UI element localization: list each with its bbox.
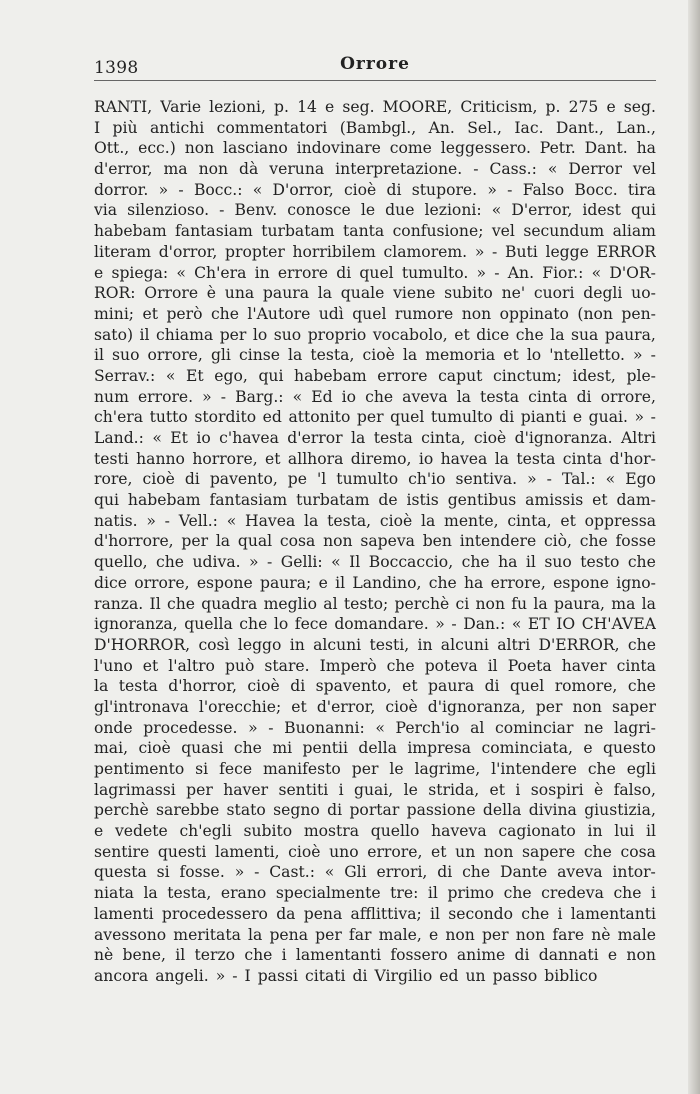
text-line: ch'era tutto stordito ed attonito per quel tumulto di pianti e guai. » - <box>94 408 656 427</box>
header-rule <box>94 80 656 81</box>
page-number: 1398 <box>94 58 139 78</box>
text-line: Land.: « Et io c'havea d'error la testa cinta, cioè d'ignoranza. Altri <box>94 429 656 447</box>
text-line: habebam fantasiam turbatam tanta confusione; vel secundum aliam <box>94 222 656 241</box>
text-line: dorror. » - Bocc.: « D'orror, cioè di stupore. » - Falso Bocc. tira <box>94 180 656 199</box>
text-line: via silenzioso. - Benv. conosce le due lezioni: « D'error, idest qui <box>94 201 656 220</box>
body-text <box>94 97 656 987</box>
text-line: ignoranza, quella che lo fece domandare. » - Dan.: « ET IO CH'AVEA <box>94 615 656 634</box>
text-line: Serrav.: « Et ego, qui habebam errore caput cinctum; idest, ple- <box>94 366 656 385</box>
text-line: perchè sarebbe stato segno di portar passione della divina giustizia, <box>94 801 656 820</box>
text-line: rore, cioè di pavento, pe 'l tumulto ch'io sentiva. » - Tal.: « Ego <box>94 470 656 489</box>
text-line: mai, cioè quasi che mi pentii della impresa cominciata, e questo <box>94 739 656 758</box>
text-line: d'horrore, per la qual cosa non sapeva ben intendere ciò, che fosse <box>94 532 656 551</box>
text-line: la testa d'horror, cioè di spavento, et paura di quel romore, che <box>94 677 656 696</box>
text-line: dice orrore, espone paura; e il Landino, che ha errore, espone igno- <box>94 573 656 592</box>
text-line: l'uno et l'altro può stare. Imperò che poteva il Poeta haver cinta <box>94 656 656 675</box>
page-header <box>94 52 656 80</box>
text-line: qui habebam fantasiam turbatam de istis gentibus amissis et dam- <box>94 491 656 510</box>
text-line: ancora angeli. » - I passi citati di Virgilio ed un passo biblico <box>94 966 598 985</box>
text-line: nè bene, il terzo che i lamentanti fossero anime di dannati e non <box>94 946 656 965</box>
text-line: ROR: Orrore è una paura la quale viene subito ne' cuori degli uo- <box>94 284 656 303</box>
text-line: e vedete ch'egli subito mostra quello haveva cagionato in lui il <box>94 822 656 841</box>
text-line: num errore. » - Barg.: « Ed io che aveva la testa cinta di orrore, <box>94 387 656 406</box>
text-line: lagrimassi per haver sentiti i guai, le strida, et i sospiri è falso, <box>94 780 656 799</box>
text-line: onde procedesse. » - Buonanni: « Perch'io al cominciar ne lagri- <box>94 718 656 737</box>
text-line: il suo orrore, gli cinse la testa, cioè la memoria et lo 'ntelletto. » - <box>94 346 656 365</box>
text-line: gl'intronava l'orecchie; et d'error, cioè d'ignoranza, per non saper <box>94 697 656 716</box>
text-line: Ott., ecc.) non lasciano indovinare come leggessero. Petr. Dant. ha <box>94 139 656 158</box>
running-title: Orrore <box>340 54 410 74</box>
text-line: I più antichi commentatori (Bambgl., An. Sel., Iac. Dant., Lan., <box>94 118 656 137</box>
text-line: pentimento si fece manifesto per le lagrime, l'intendere che egli <box>94 760 656 778</box>
text-line: sato) il chiama per lo suo proprio vocabolo, et dice che la sua paura, <box>94 325 656 344</box>
page-edge-shadow <box>688 0 700 1094</box>
text-line: literam d'orror, propter horribilem clamorem. » - Buti legge ERROR <box>94 242 656 261</box>
text-line: natis. » - Vell.: « Havea la testa, cioè la mente, cinta, et oppressa <box>94 511 656 530</box>
text-line: RANTI, Varie lezioni, p. 14 e seg. MOORE, Criticism, p. 275 e seg. <box>94 98 656 116</box>
text-line: ranza. Il che quadra meglio al testo; perchè ci non fu la paura, ma la <box>94 594 656 613</box>
text-line: niata la testa, erano specialmente tre: il primo che credeva che i <box>94 884 656 903</box>
text-line: lamenti procedessero da pena afflittiva; il secondo che i lamentanti <box>94 904 656 923</box>
text-line: e spiega: « Ch'era in errore di quel tumulto. » - An. Fior.: « D'OR- <box>94 263 656 282</box>
text-line: sentire questi lamenti, cioè uno errore, et un non sapere che cosa <box>94 842 656 861</box>
text-line: avessono meritata la pena per far male, e non per non fare nè male <box>94 925 656 944</box>
text-line: mini; et però che l'Autore udì quel rumore non oppinato (non pen- <box>94 304 656 323</box>
text-line: testi hanno horrore, et allhora diremo, io havea la testa cinta d'hor- <box>94 449 656 468</box>
text-line: quello, che udiva. » - Gelli: « Il Boccaccio, che ha il suo testo che <box>94 553 656 572</box>
text-line: questa si fosse. » - Cast.: « Gli errori, di che Dante aveva intor- <box>94 863 656 882</box>
text-line: d'error, ma non dà veruna interpretazione. - Cass.: « Derror vel <box>94 160 656 179</box>
text-line: D'HORROR, così leggo in alcuni testi, in alcuni altri D'ERROR, che <box>94 635 656 654</box>
